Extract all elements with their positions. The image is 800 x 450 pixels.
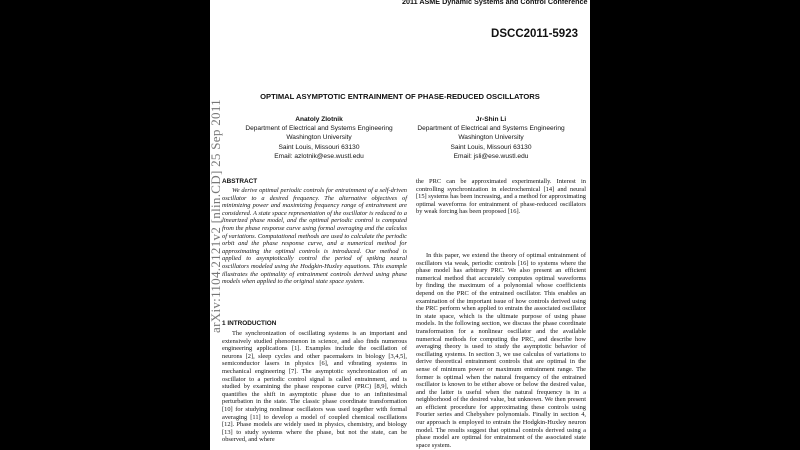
abstract-text: We derive optimal periodic controls for entrainment of a self-driven oscillator to a desired frequency. The alternative objectives of minimizing power and maximizing frequency range of entrainment are considered. A state space representation of the oscillator is reduced to a linearized phase model, and the optimal periodic control is computed from the phase response curve using formal averaging and the calculus of variations. Computational methods are used to calculate the periodic orbit and the phase response curve, and a numerical method for approximating the optimal controls is introduced. Our method is applied to asymptotically control the period of spiking neural oscillators modeled using the Hodgkin-Huxley equations. This example illustrates the optimality of entrainment controls derived using phase models when applied to the original state space system. — [222, 187, 407, 286]
paper-page — [210, 0, 590, 450]
introduction-heading: 1 INTRODUCTION — [222, 320, 277, 327]
author-dept: Department of Electrical and Systems Engineering — [245, 125, 393, 133]
document-id: DSCC2011-5923 — [491, 28, 578, 40]
author-email: Email: azlotnik@ese.wustl.edu — [274, 152, 364, 160]
author-univ: Washington University — [458, 134, 524, 142]
author-univ: Washington University — [286, 134, 352, 142]
abstract-heading: ABSTRACT — [222, 178, 258, 185]
column2-paragraph-2: In this paper, we extend the theory of optimal entrainment of oscillators via weak, periodic controls [16] to systems where the phase model has arbitrary PRC. We also present an efficient numerical method that accurately computes optimal waveforms by finding the maximum of a polynomial whose coefficients depend on the PRC of the entrained oscillator. This enables an examination of the important issue of how controls derived using the PRC perform when applied to entrain the associated oscillator in state space, which is the ultimate purpose of using phase models. In the following section, we discuss the phase coordinate transformation for a nonlinear oscillator and the available numerical methods for computing the PRC, and describe how averaging theory is used to study the asymptotic behavior of oscillating systems. In section 3, we use calculus of variations to derive theoretical entrainment controls that are optimal in the sense of minimum power or maximum entrainment range. The former is optimal when the natural frequency of the entrained oscillator is known to be either above or below the desired value, and the latter is useful when the natural frequency is in a neighborhood of the desired value, but unknown. We then present an efficient procedure for approximating these controls using Fourier series and Chebyshev polynomials. Finally in section 4, our approach is employed to entrain the Hodgkin-Huxley neuron model. The results suggest that optimal controls derived using a phase model are optimal for entrainment of the associated state space system. — [416, 252, 586, 449]
introduction-text: The synchronization of oscillating systems is an important and extensively studied phenomenon in science, and also finds numerous engineering applications [1]. Examples include the oscillation of neurons [2], sleep cycles and other pacemakers in biology [3,4,5], semiconductor lasers in physics [6], and vibrating systems in mechanical engineering [7]. The asymptotic synchronization of an oscillator to a periodic control signal is called entrainment, and is studied by examining the phase response curve (PRC) [8,9], which quantifies the shift in asymptotic phase due to an infinitesimal perturbation in the state. The classic phase coordinate transformation [10] for studying nonlinear oscillators was used together with formal averaging [11] to develop a model of coupled chemical oscillations [12]. Phase models are widely used in physics, chemistry, and biology [13] to study systems where the phase, but not the state, can be observed, and where — [222, 330, 407, 444]
author-email: Email: jsli@ese.wustl.edu — [453, 152, 529, 160]
column2-paragraph-1: the PRC can be approximated experimentally. Interest in controlling synchronization in electrochemical [14] and neural [15] systems has been increasing, and a method for approximating optimal waveforms for entrainment of phase-reduced oscillators by weak forcing has been proposed [16]. — [416, 178, 586, 216]
abstract-section — [222, 178, 407, 286]
introduction-section — [222, 320, 407, 444]
author-name: Jr-Shin Li — [475, 116, 507, 123]
author-block-2 — [406, 115, 576, 161]
conference-header: 2011 ASME Dynamic Systems and Control Conference — [402, 0, 588, 6]
author-city: Saint Louis, Missouri 63130 — [278, 143, 360, 151]
author-dept: Department of Electrical and Systems Engineering — [417, 125, 565, 133]
arxiv-stamp-text: arXiv:1104.2121v2 [nlin.CD] 25 Sep 2011 — [208, 99, 223, 333]
author-name: Anatoly Zlotnik — [295, 116, 343, 123]
paper-title: OPTIMAL ASYMPTOTIC ENTRAINMENT OF PHASE-REDUCED OSCILLATORS — [260, 92, 540, 101]
author-block-1 — [234, 115, 404, 161]
author-city: Saint Louis, Missouri 63130 — [450, 143, 532, 151]
